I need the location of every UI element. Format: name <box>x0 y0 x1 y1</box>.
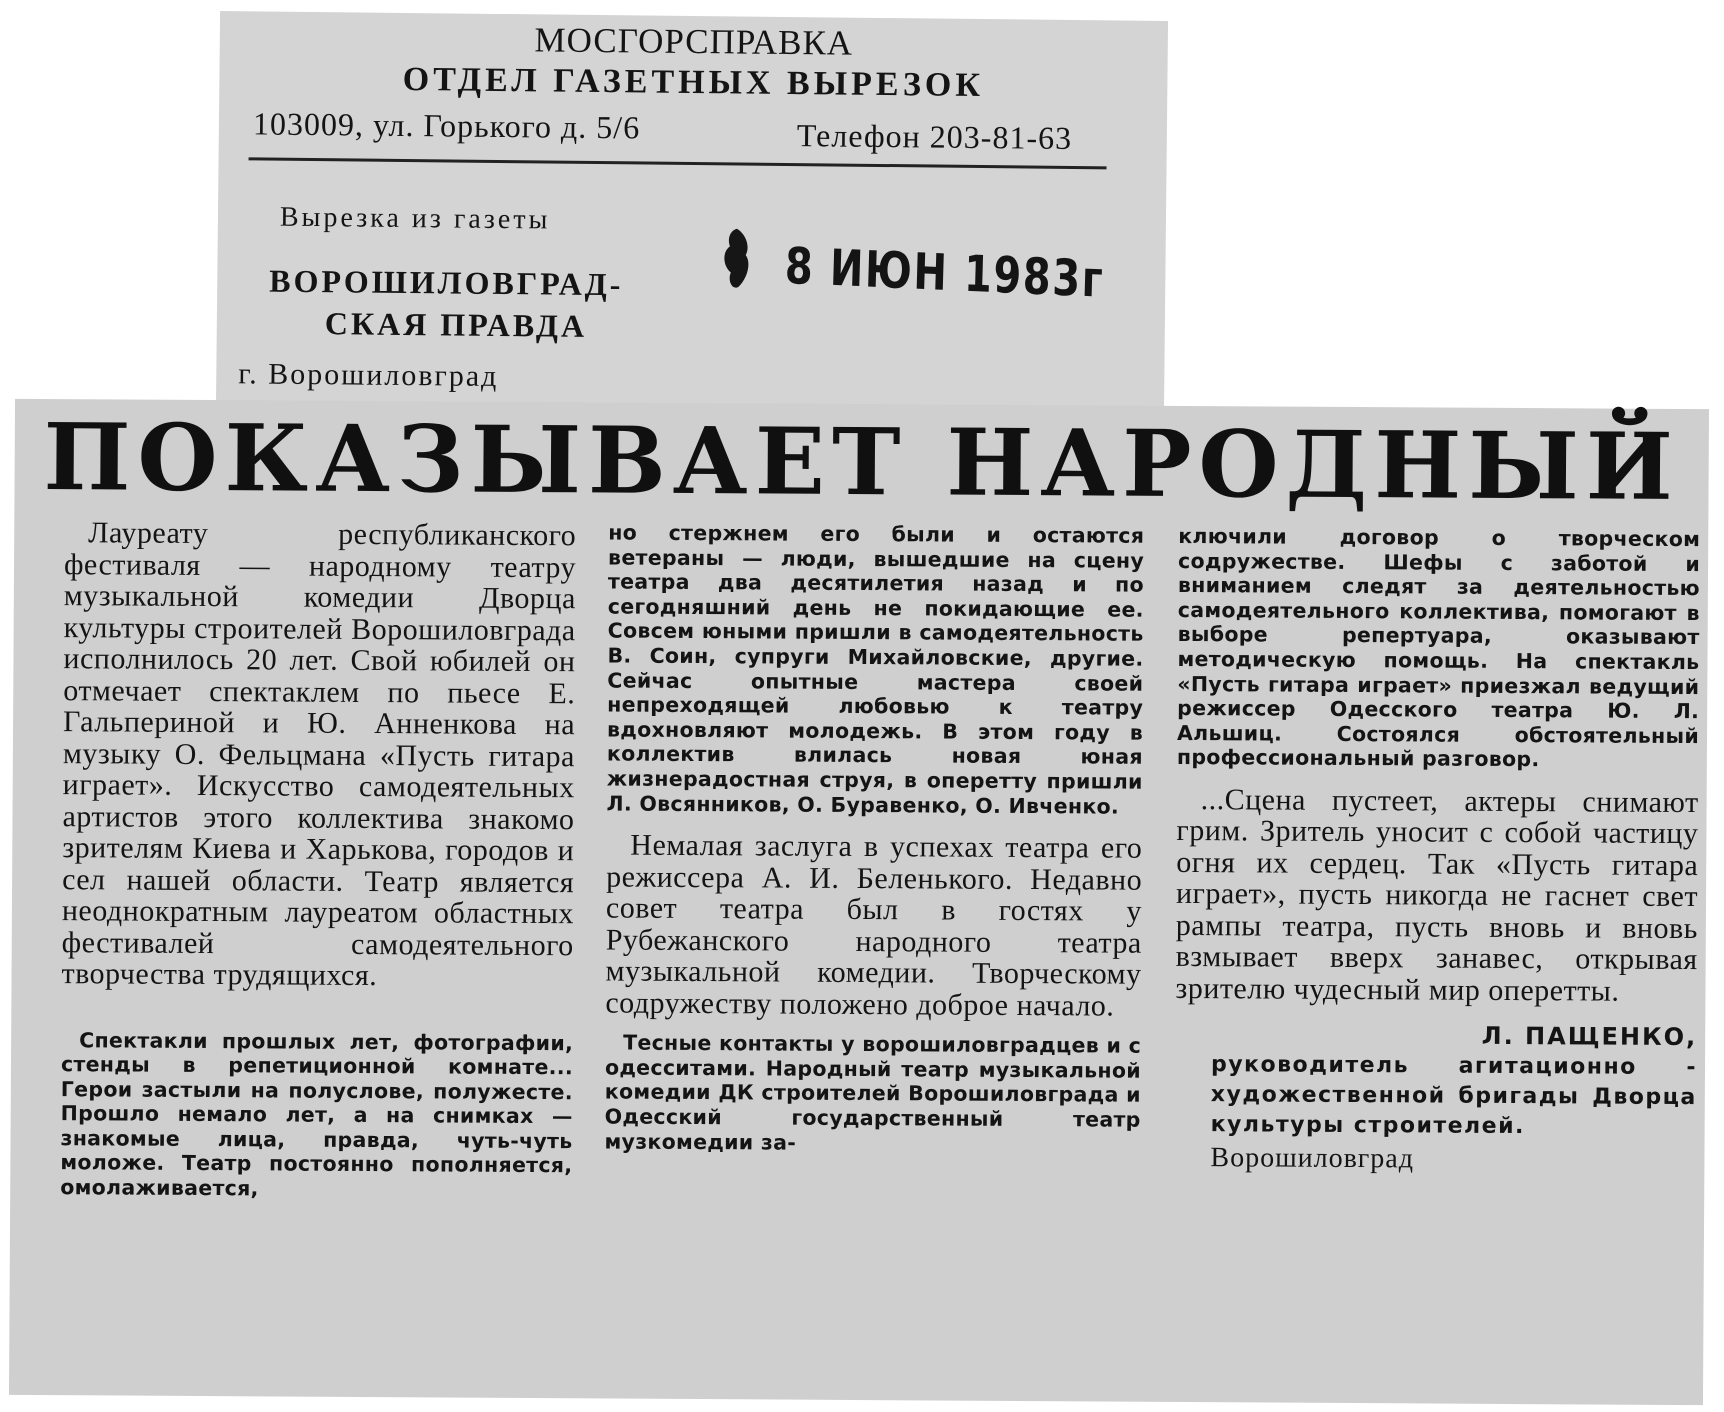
article-paragraph: Лауреату республиканского фестиваля — народному театру музыкальной комедии Дворца культуры строителей Ворошиловграда исполнилось 20 лет. Свой юбилей он отмечает спектаклем по пьесе Е. Гальпериной и Ю. Анненкова на музыку О. Фельцмана «Пусть гитара играет». Искусство самодеятельных артистов этого коллектива знакомо зрителям Киева и Харькова, городов и сел нашей области. Театр является неоднократным лауреатом областных фестивалей самодеятельного творчества трудящихся. <box>61 516 577 993</box>
newspaper-clipping <box>9 399 1709 1405</box>
article-headline: ПОКАЗЫВАЕТ НАРОДНЫЙ <box>43 403 1681 522</box>
clipping-source-caption: Вырезка из газеты <box>279 201 551 236</box>
agency-name: МОСГОРСПРАВКА <box>534 20 854 63</box>
article-column-1 <box>60 517 576 1203</box>
article-column-2 <box>604 520 1144 1170</box>
newspaper-name-line2: СКАЯ ПРАВДА <box>324 305 588 344</box>
newspaper-name-line1: ВОРОШИЛОВГРАД- <box>269 262 624 303</box>
article-paragraph: но стержнем его были и остаются ветераны — люди, вышедшие на сцену театра два десятилетия назад и по сегодняшний день не покидающие ее. Совсем юными пришли в самодеятельность В. Соин, супруги Михайловские, другие. Сейчас опытные мастера своей непреходящей любовью к театру вдохновляют молодежь. В этом году в коллектив влилась новая юная жизнерадостная струя, в оперетту пришли Л. Овсянников, О. Буравенко, О. Ивченко. <box>606 520 1145 819</box>
label-divider <box>249 157 1107 169</box>
article-paragraph: ...Сцена пустеет, актеры снимают грим. Зритель уносит с собой частицу огня их сердец. Так «Пусть гитара играет», пусть никогда не гаснет свет рампы театра, пусть вновь и вновь взмывает вверх занавес, открывая зрителю чудесный мир оперетты. <box>1175 783 1699 1008</box>
agency-phone: Телефон 203-81-63 <box>796 117 1073 156</box>
newspaper-city: г. Ворошиловград <box>238 357 499 393</box>
agency-label <box>216 11 1168 419</box>
department-name: ОТДЕЛ ГАЗЕТНЫХ ВЫРЕЗОК <box>402 60 985 105</box>
agency-address: 103009, ул. Горького д. 5/6 <box>252 105 641 146</box>
ink-blot-icon <box>719 226 753 291</box>
article-column-3 <box>1174 524 1700 1178</box>
article-author: Л. ПАЩЕНКО, <box>1481 1022 1698 1052</box>
author-city: Ворошиловград <box>1210 1142 1415 1175</box>
newspaper-name <box>269 260 624 348</box>
article-paragraph: Спектакли прошлых лет, фотографии, стенды в репетиционной комнате... Герои застыли на полуслове, полужесте. Прошло немало лет, а на снимках — знакомые лица, правда, чуть-чуть моложе. Театр постоянно пополняется, омолаживается, <box>60 1027 574 1201</box>
author-role: руководитель агитационно - художественной бригады Дворца культуры строителей. <box>1210 1052 1698 1140</box>
date-stamp-text: 8 ИЮН 1983г <box>784 236 1106 309</box>
article-paragraph: ключили договор о творческом содружестве. Шефы с заботой и вниманием следят за деятельностью самодеятельного коллектива, помогают в выборе репертуара, оказывают методическую помощь. На спектакль «Пусть гитара играет» приезжал ведущий режиссер Одесского театра Ю. Л. Альшиц. Состоялся обстоятельный профессиональный разговор. <box>1176 523 1701 772</box>
article-paragraph: Тесные контакты у ворошиловградцев и с одесситами. Народный театр музыкальной комедии ДК строителей Ворошиловграда и Одесский государственный театр музкомедии за- <box>604 1030 1142 1155</box>
article-paragraph: Немалая заслуга в успехах театра его режиссера А. И. Беленького. Недавно совет театра был в гостях у Рубежанского народного театра музыкальной комедии. Творческому содружеству положено доброе начало. <box>605 828 1143 1023</box>
